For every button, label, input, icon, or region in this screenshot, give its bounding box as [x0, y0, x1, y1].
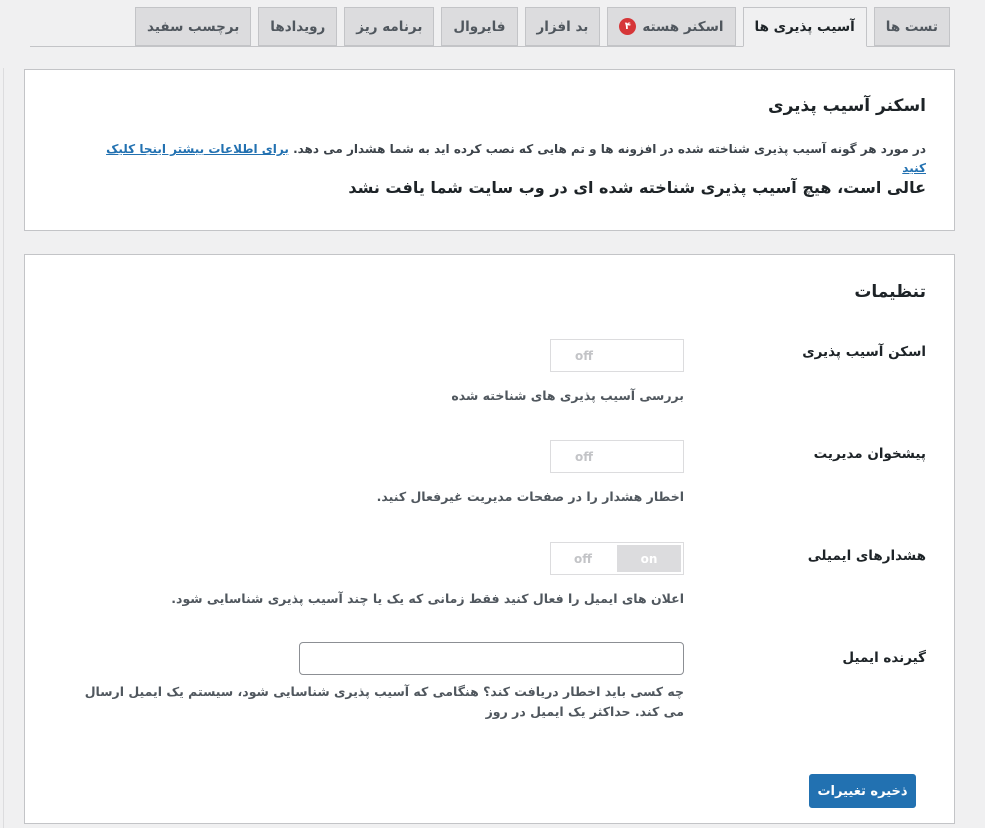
tab-firewall[interactable] [441, 7, 517, 46]
scan-description [106, 140, 926, 178]
tab-label: برچسب سفید [147, 18, 240, 35]
tab-tests[interactable] [874, 7, 950, 46]
tab-vulnerabilities[interactable] [743, 7, 867, 47]
toggle-knob [617, 441, 683, 472]
toggle-off-state: off [575, 449, 593, 464]
tab-scheduler[interactable] [344, 7, 434, 46]
toggle-off-state: off [575, 348, 593, 363]
save-changes-button[interactable]: ذخیره تغییرات [809, 774, 916, 808]
email-recipient-input[interactable] [299, 642, 684, 675]
count-badge: ۴ [619, 18, 636, 35]
toggle-knob [617, 340, 683, 371]
tab-label: تست ها [885, 18, 938, 35]
tab-core-scanner[interactable] [607, 7, 735, 46]
admin-notice-label: پیشخوان مدیریت [813, 446, 926, 462]
learn-more-link[interactable]: برای اطلاعات بیشتر اینجا کلیک کنید [106, 142, 926, 175]
settings-title: تنظیمات [854, 282, 926, 302]
email-recipient-label: گیرنده ایمیل [842, 650, 926, 666]
tab-label: رویدادها [270, 18, 326, 35]
email-alerts-label: هشدارهای ایمیلی [807, 548, 926, 564]
tab-events[interactable] [258, 7, 337, 46]
tab-label: اسکنر هسته [642, 18, 724, 35]
vuln-scan-label: اسکن آسیب پذیری [802, 344, 926, 360]
tab-label: بد افزار [536, 18, 589, 35]
tab-label: آسیب پذیری ها [754, 19, 855, 35]
tab-label: برنامه ریز [356, 18, 423, 35]
vuln-scan-help: بررسی آسیب پذیری های شناخته شده [451, 388, 684, 403]
toggle-off-state: off [574, 551, 592, 566]
tab-white-label[interactable] [135, 7, 251, 46]
left-edge-strip [0, 68, 4, 828]
email-alerts-help: اعلان های ایمیل را فعال کنید فقط زمانی که یک یا چند آسیب پذیری شناسایی شود. [171, 591, 684, 606]
scan-description-text: در مورد هر گونه آسیب پذیری شناخته شده در افزونه ها و تم هایی که نصب کرده اید به شما هشدار می دهد. [293, 142, 926, 156]
vulnerability-scanner-card [24, 69, 955, 231]
email-recipient-help: چه کسی باید اخطار دریافت کند؟ هنگامی که آسیب پذیری شناسایی شود، سیستم یک ایمیل ارسال می کند. حداکثر یک ایمیل در روز [84, 684, 684, 719]
scan-title: اسکنر آسیب پذیری [767, 96, 926, 116]
tab-label: فایروال [453, 18, 506, 35]
settings-card [24, 254, 955, 824]
tab-malware[interactable] [525, 7, 601, 46]
admin-notice-toggle[interactable] [550, 440, 684, 473]
tab-bar [30, 7, 950, 47]
toggle-on-state: on [617, 545, 681, 572]
email-alerts-toggle[interactable] [550, 542, 684, 575]
scan-result: عالی است، هیچ آسیب پذیری شناخته شده ای در وب سایت شما یافت نشد [348, 178, 926, 197]
vuln-scan-toggle[interactable] [550, 339, 684, 372]
admin-notice-help: اخطار هشدار را در صفحات مدیریت غیرفعال کنید. [376, 489, 684, 504]
